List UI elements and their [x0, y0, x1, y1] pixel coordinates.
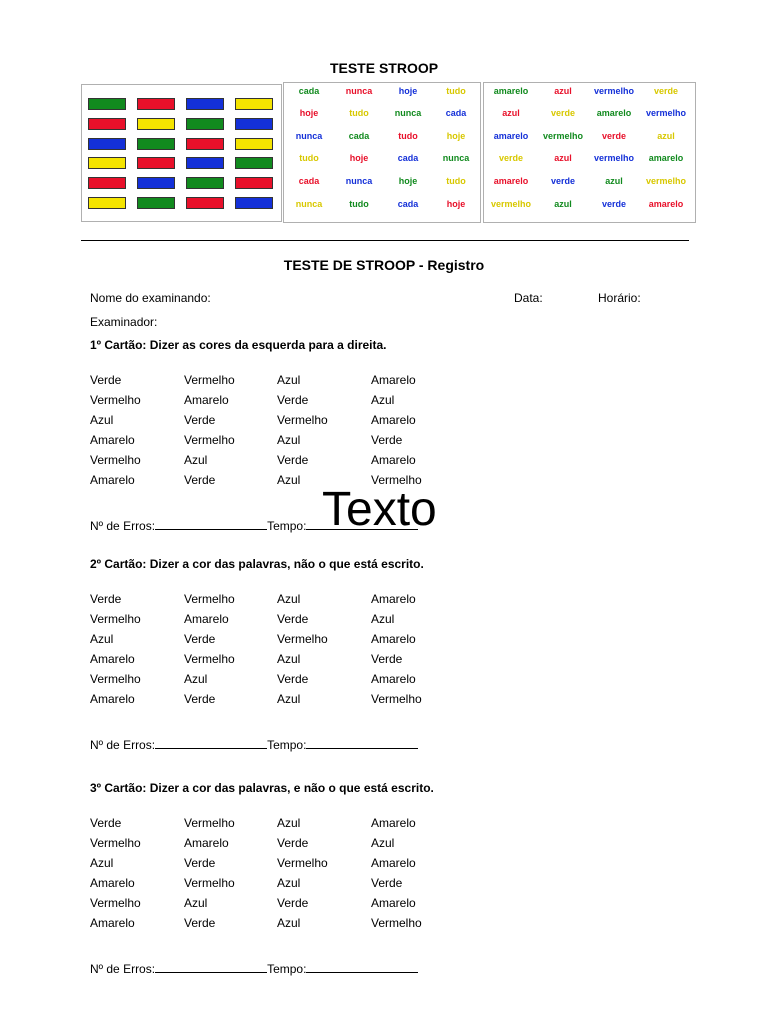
expected-color-cell: Vermelho	[371, 916, 422, 930]
separator-line	[81, 240, 689, 241]
expected-color-cell: Verde	[277, 612, 309, 626]
color-rectangle	[186, 118, 224, 130]
expected-color-cell: Verde	[184, 692, 216, 706]
expected-color-cell: Azul	[90, 856, 114, 870]
stroop-word: hoje	[398, 86, 418, 96]
expected-color-cell: Amarelo	[371, 896, 416, 910]
expected-color-cell: Azul	[184, 453, 208, 467]
errors-field[interactable]	[90, 738, 418, 752]
expected-color-cell: Amarelo	[184, 612, 229, 626]
color-rectangle	[137, 138, 175, 150]
color-rectangle	[186, 98, 224, 110]
stroop-word: hoje	[446, 199, 466, 209]
stroop-word: azul	[554, 199, 572, 209]
expected-color-cell: Vermelho	[371, 473, 422, 487]
card-1-color-rectangles	[81, 84, 282, 222]
expected-color-cell: Vermelho	[90, 672, 141, 686]
stroop-word: hoje	[446, 131, 466, 141]
expected-color-cell: Verde	[371, 433, 403, 447]
stroop-word: cada	[445, 108, 467, 118]
expected-color-cell: Vermelho	[184, 373, 235, 387]
stroop-word: azul	[657, 131, 675, 141]
expected-color-cell: Azul	[371, 393, 395, 407]
expected-color-cell: Verde	[184, 632, 216, 646]
card-1-instruction: 1º Cartão: Dizer as cores da esquerda para a direita.	[90, 338, 387, 352]
errors-field[interactable]	[90, 962, 418, 976]
expected-color-cell: Azul	[371, 836, 395, 850]
stroop-title: TESTE STROOP	[329, 60, 439, 76]
expected-color-cell: Azul	[90, 632, 114, 646]
color-rectangle	[88, 157, 126, 169]
stroop-word: nunca	[295, 131, 323, 141]
stroop-word: cada	[397, 199, 419, 209]
stroop-word: nunca	[345, 176, 373, 186]
color-rectangle	[186, 157, 224, 169]
tempo-label: Tempo:	[267, 962, 307, 976]
texto-watermark: Texto	[322, 483, 437, 536]
stroop-word: verde	[653, 86, 679, 96]
expected-color-cell: Azul	[277, 876, 301, 890]
color-rectangle	[186, 138, 224, 150]
expected-color-cell: Vermelho	[184, 652, 235, 666]
card-3-color-words	[483, 82, 696, 223]
expected-color-cell: Verde	[90, 592, 122, 606]
expected-color-cell: Verde	[277, 836, 309, 850]
expected-color-cell: Azul	[371, 612, 395, 626]
stroop-word: verde	[601, 199, 627, 209]
stroop-word: amarelo	[493, 131, 529, 141]
stroop-word: hoje	[398, 176, 418, 186]
stroop-word: tudo	[398, 131, 418, 141]
expected-color-cell: Vermelho	[90, 453, 141, 467]
expected-color-cell: Azul	[90, 413, 114, 427]
color-rectangle	[235, 197, 273, 209]
errors-label: Nº de Erros:	[90, 738, 156, 752]
stroop-word: tudo	[349, 199, 369, 209]
stroop-word: tudo	[446, 86, 466, 96]
expected-color-cell: Vermelho	[184, 592, 235, 606]
expected-color-cell: Amarelo	[371, 592, 416, 606]
stroop-word: amarelo	[596, 108, 632, 118]
expected-color-cell: Amarelo	[90, 473, 135, 487]
stroop-word: tudo	[349, 108, 369, 118]
expected-color-cell: Amarelo	[371, 413, 416, 427]
expected-color-cell: Verde	[277, 453, 309, 467]
errors-blank-line[interactable]	[155, 738, 267, 749]
stroop-word: tudo	[446, 176, 466, 186]
color-rectangle	[235, 118, 273, 130]
color-rectangle	[137, 118, 175, 130]
color-rectangle	[235, 98, 273, 110]
errors-label: Nº de Erros:	[90, 962, 156, 976]
color-rectangle	[235, 157, 273, 169]
time-label: Horário:	[598, 291, 641, 305]
color-rectangle	[186, 197, 224, 209]
stroop-word: vermelho	[645, 176, 687, 186]
expected-color-cell: Amarelo	[371, 856, 416, 870]
color-rectangle	[88, 177, 126, 189]
expected-color-cell: Verde	[371, 652, 403, 666]
stroop-word: vermelho	[593, 86, 635, 96]
examiner-label: Examinador:	[90, 315, 158, 329]
expected-color-cell: Azul	[277, 592, 301, 606]
stroop-word: amarelo	[493, 86, 529, 96]
expected-color-cell: Vermelho	[90, 393, 141, 407]
expected-color-cell: Amarelo	[371, 453, 416, 467]
color-rectangle	[137, 197, 175, 209]
expected-color-cell: Amarelo	[371, 632, 416, 646]
expected-color-cell: Vermelho	[277, 856, 328, 870]
card-2-neutral-words	[283, 82, 481, 223]
stroop-word: vermelho	[593, 153, 635, 163]
expected-color-cell: Vermelho	[184, 433, 235, 447]
color-rectangle	[88, 98, 126, 110]
stroop-word: cada	[348, 131, 370, 141]
color-rectangle	[88, 197, 126, 209]
stroop-word: cada	[397, 153, 419, 163]
color-rectangle	[235, 138, 273, 150]
errors-blank-line[interactable]	[155, 962, 267, 973]
expected-color-cell: Verde	[184, 856, 216, 870]
expected-color-cell: Azul	[277, 473, 301, 487]
stroop-word: hoje	[349, 153, 369, 163]
expected-color-cell: Vermelho	[184, 876, 235, 890]
stroop-word: verde	[498, 153, 524, 163]
stroop-word: azul	[554, 86, 572, 96]
expected-color-cell: Verde	[90, 373, 122, 387]
expected-color-cell: Verde	[277, 393, 309, 407]
stroop-word: hoje	[299, 108, 319, 118]
expected-color-cell: Verde	[277, 896, 309, 910]
stroop-word: nunca	[394, 108, 422, 118]
expected-color-cell: Azul	[277, 916, 301, 930]
stroop-word: nunca	[345, 86, 373, 96]
stroop-word: amarelo	[648, 199, 684, 209]
expected-color-cell: Azul	[277, 433, 301, 447]
stroop-word: vermelho	[542, 131, 584, 141]
expected-color-cell: Amarelo	[371, 816, 416, 830]
expected-color-cell: Vermelho	[184, 816, 235, 830]
examinee-name-label: Nome do examinando:	[90, 291, 211, 305]
expected-color-cell: Verde	[277, 672, 309, 686]
expected-color-cell: Verde	[184, 473, 216, 487]
color-rectangle	[88, 138, 126, 150]
expected-color-cell: Verde	[90, 816, 122, 830]
stroop-word: azul	[554, 153, 572, 163]
expected-color-cell: Amarelo	[90, 433, 135, 447]
expected-color-cell: Vermelho	[277, 632, 328, 646]
expected-color-cell: Amarelo	[371, 672, 416, 686]
tempo-blank-line[interactable]	[306, 738, 418, 749]
tempo-label: Tempo:	[267, 519, 307, 533]
expected-color-cell: Vermelho	[371, 692, 422, 706]
stroop-word: cada	[298, 176, 320, 186]
stroop-word: verde	[601, 131, 627, 141]
tempo-blank-line[interactable]	[306, 962, 418, 973]
color-rectangle	[186, 177, 224, 189]
expected-color-cell: Azul	[277, 692, 301, 706]
expected-color-cell: Azul	[277, 652, 301, 666]
expected-color-cell: Amarelo	[184, 393, 229, 407]
stroop-word: azul	[502, 108, 520, 118]
stroop-word: nunca	[295, 199, 323, 209]
expected-color-cell: Verde	[184, 916, 216, 930]
expected-color-cell: Azul	[277, 373, 301, 387]
expected-color-cell: Amarelo	[90, 916, 135, 930]
expected-color-cell: Vermelho	[90, 612, 141, 626]
color-rectangle	[137, 157, 175, 169]
card-2-instruction: 2º Cartão: Dizer a cor das palavras, não o que está escrito.	[90, 557, 424, 571]
stroop-word: azul	[605, 176, 623, 186]
color-rectangle	[137, 177, 175, 189]
expected-color-cell: Amarelo	[184, 836, 229, 850]
expected-color-cell: Vermelho	[90, 896, 141, 910]
expected-color-cell: Azul	[184, 672, 208, 686]
stroop-word: vermelho	[645, 108, 687, 118]
stroop-word: amarelo	[493, 176, 529, 186]
color-rectangle	[137, 98, 175, 110]
expected-color-cell: Vermelho	[277, 413, 328, 427]
stroop-word: verde	[550, 108, 576, 118]
color-rectangle	[88, 118, 126, 130]
expected-color-cell: Vermelho	[90, 836, 141, 850]
stroop-word: nunca	[442, 153, 470, 163]
date-label: Data:	[514, 291, 543, 305]
stroop-word: tudo	[299, 153, 319, 163]
expected-color-cell: Amarelo	[90, 692, 135, 706]
expected-color-cell: Azul	[277, 816, 301, 830]
register-title: TESTE DE STROOP - Registro	[283, 257, 485, 273]
card-3-instruction: 3º Cartão: Dizer a cor das palavras, e não o que está escrito.	[90, 781, 434, 795]
expected-color-cell: Verde	[184, 413, 216, 427]
expected-color-cell: Verde	[371, 876, 403, 890]
stroop-word: vermelho	[490, 199, 532, 209]
expected-color-cell: Amarelo	[90, 876, 135, 890]
stroop-word: amarelo	[648, 153, 684, 163]
errors-label: Nº de Erros:	[90, 519, 156, 533]
errors-blank-line[interactable]	[155, 519, 267, 530]
color-rectangle	[235, 177, 273, 189]
stroop-word: verde	[550, 176, 576, 186]
stroop-word: cada	[298, 86, 320, 96]
tempo-label: Tempo:	[267, 738, 307, 752]
expected-color-cell: Amarelo	[371, 373, 416, 387]
expected-color-cell: Azul	[184, 896, 208, 910]
expected-color-cell: Amarelo	[90, 652, 135, 666]
